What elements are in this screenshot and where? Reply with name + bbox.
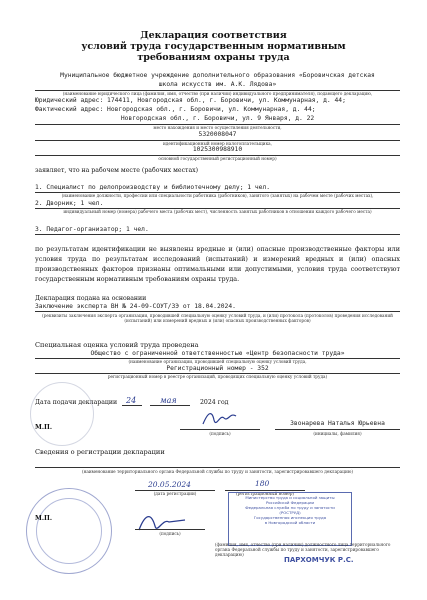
rule (275, 429, 400, 430)
submission-month: мая (160, 396, 177, 405)
sout-reg-caption: регистрационный номер в реестре организаций, проводящих специальную оценку условий труда) (107, 374, 328, 379)
stamp-line-3: Федеральная служба по труду и занятости (245, 505, 335, 510)
submission-date-label: Дата подачи декларации (35, 399, 118, 406)
body-paragraph: по результатам идентификации не выявлены вредные и (или) опасные производственные факторы или условия труда по результатам исследований (испытаний) и измерений вредных и (или) опасных производственных факторов признаны оптимальными или допустимыми, условия труда соответствуют государственным нормативным требованиям охраны труда. (35, 245, 400, 283)
basis-label: Декларация подана на основании (35, 295, 147, 302)
sout-org: Общество с ограниченной ответственностью «Центр безопасности труда» (90, 350, 345, 357)
ogrn-value: 1025300988910 (192, 146, 243, 153)
registration-mp-label: М.П. (35, 515, 53, 522)
organization-stamp (30, 382, 94, 446)
rule (180, 429, 260, 430)
registration-date: 20.05.2024 (148, 480, 191, 489)
workplace-2: 2. Дворник; 1 чел. (35, 200, 104, 207)
workplace-1: 1. Специалист по делопроизводству и библиотечному делу; 1 чел. (35, 184, 271, 191)
title-line-2: условий труда государственным нормативным (81, 41, 346, 52)
stamp-line-2: Российской Федерации (265, 500, 315, 505)
sout-reg: Регистрационный номер - 352 (166, 365, 269, 372)
rule (122, 405, 142, 406)
registration-date-caption: (дата регистрации) (153, 491, 197, 496)
ogrn-caption: основной государственный регистрационный номер) (158, 156, 277, 161)
stamp-line-4: (РОСТРУД) (279, 510, 301, 515)
applicant-signature (200, 408, 240, 430)
actual-address: Фактический адрес: Новгородская обл., г. Боровичи, ул. Коммунарная, д. 44; (35, 106, 316, 113)
inn-caption: идентификационный номер налогоплательщика, (162, 141, 273, 146)
rule (35, 234, 400, 235)
submission-year: 2024 год (200, 399, 229, 406)
basis-caption: (реквизиты заключения эксперта организации, проводившей специальную оценку условий труда, и (или) протокола (протоколов) проведения исследований (испытаний) или измерений вредных и (или) опасных производственных факторов) (42, 313, 393, 323)
stamp-line-5: Государственная инспекция труда (253, 515, 327, 520)
sout-org-caption: (наименование организации, проводившей специальную оценку условий труда, (128, 359, 307, 364)
inn-value: 5320008047 (198, 131, 237, 138)
declares-text: заявляет, что на рабочем месте (рабочих местах) (35, 167, 199, 174)
rostrud-rect-stamp (228, 492, 352, 546)
workplace-caption-1: (наименование должности, профессии или специальности работника (работников), занятого (занятых) на рабочем месте (рабочих местах), (61, 193, 374, 198)
official-caption: (фамилия, имя, отчество (при наличии) должностного лица территориального органа Федеральной службы по труду и занятости, зарегистрировавшего декларацию) (215, 542, 391, 557)
legal-address: Юридический адрес: 174411, Новгородская обл., г. Боровичи, ул. Коммунарная, д. 44; (35, 97, 346, 104)
sign-caption: (подпись) (209, 431, 231, 436)
registration-sign-caption: (подпись) (159, 531, 181, 536)
registration-number-caption: (регистрационный номер) (235, 491, 295, 496)
employer-caption: (наименование юридического лица (фамилия, имя, отчество (при наличии) индивидуального предпринимателя), подающего декларацию, (62, 91, 373, 96)
stamp-line-1: Министерство труда и социальной защиты (245, 495, 335, 500)
rule (150, 405, 190, 406)
rule (35, 467, 400, 468)
title-line-1: Декларация соответствия (140, 30, 287, 41)
address-caption: место нахождения и место осуществления деятельности, (153, 125, 282, 130)
rostrud-round-stamp-inner (36, 498, 102, 564)
registration-number: 180 (255, 479, 270, 488)
signer-name: Звонарева Наталья Юрьевна (290, 420, 385, 427)
rule (135, 529, 205, 530)
extra-address: Новгородская обл., г. Боровичи, ул. 9 Января, д. 22 (120, 115, 315, 122)
stamp-line-6: в Новгородской области (264, 520, 316, 525)
rule (35, 311, 400, 312)
workplace-caption-2: индивидуальный номер (номера) рабочего места (рабочих мест), численность занятых работников в отношении каждого рабочего места) (63, 209, 372, 214)
workplace-3: 3. Педагог-организатор; 1 чел. (35, 226, 149, 233)
registration-org-caption: (наименование территориального органа Федеральной службы по труду и занятости, зарегистрировавшего декларацию) (81, 469, 354, 474)
registration-label: Сведения о регистрации декларации (35, 448, 165, 456)
submission-day: 24 (126, 396, 137, 405)
basis-value: Заключение эксперта ВН № 24-09-СОУТ/ЗЭ от 18.04.2024. (35, 303, 236, 310)
employer-name-1: Муниципальное бюджетное учреждение дополнительного образования «Боровичская детская (60, 72, 375, 79)
employer-name-2: школа искусств им. А.К. Лядова» (158, 81, 277, 88)
official-name: ПАРХОМЧУК Р.С. (284, 556, 354, 564)
sout-label: Специальная оценка условий труда проведена (35, 341, 199, 349)
title-line-3: требованиям охраны труда (137, 52, 290, 63)
mp-label: М.П. (35, 424, 53, 431)
name-caption: (инициалы, фамилия) (313, 431, 362, 436)
